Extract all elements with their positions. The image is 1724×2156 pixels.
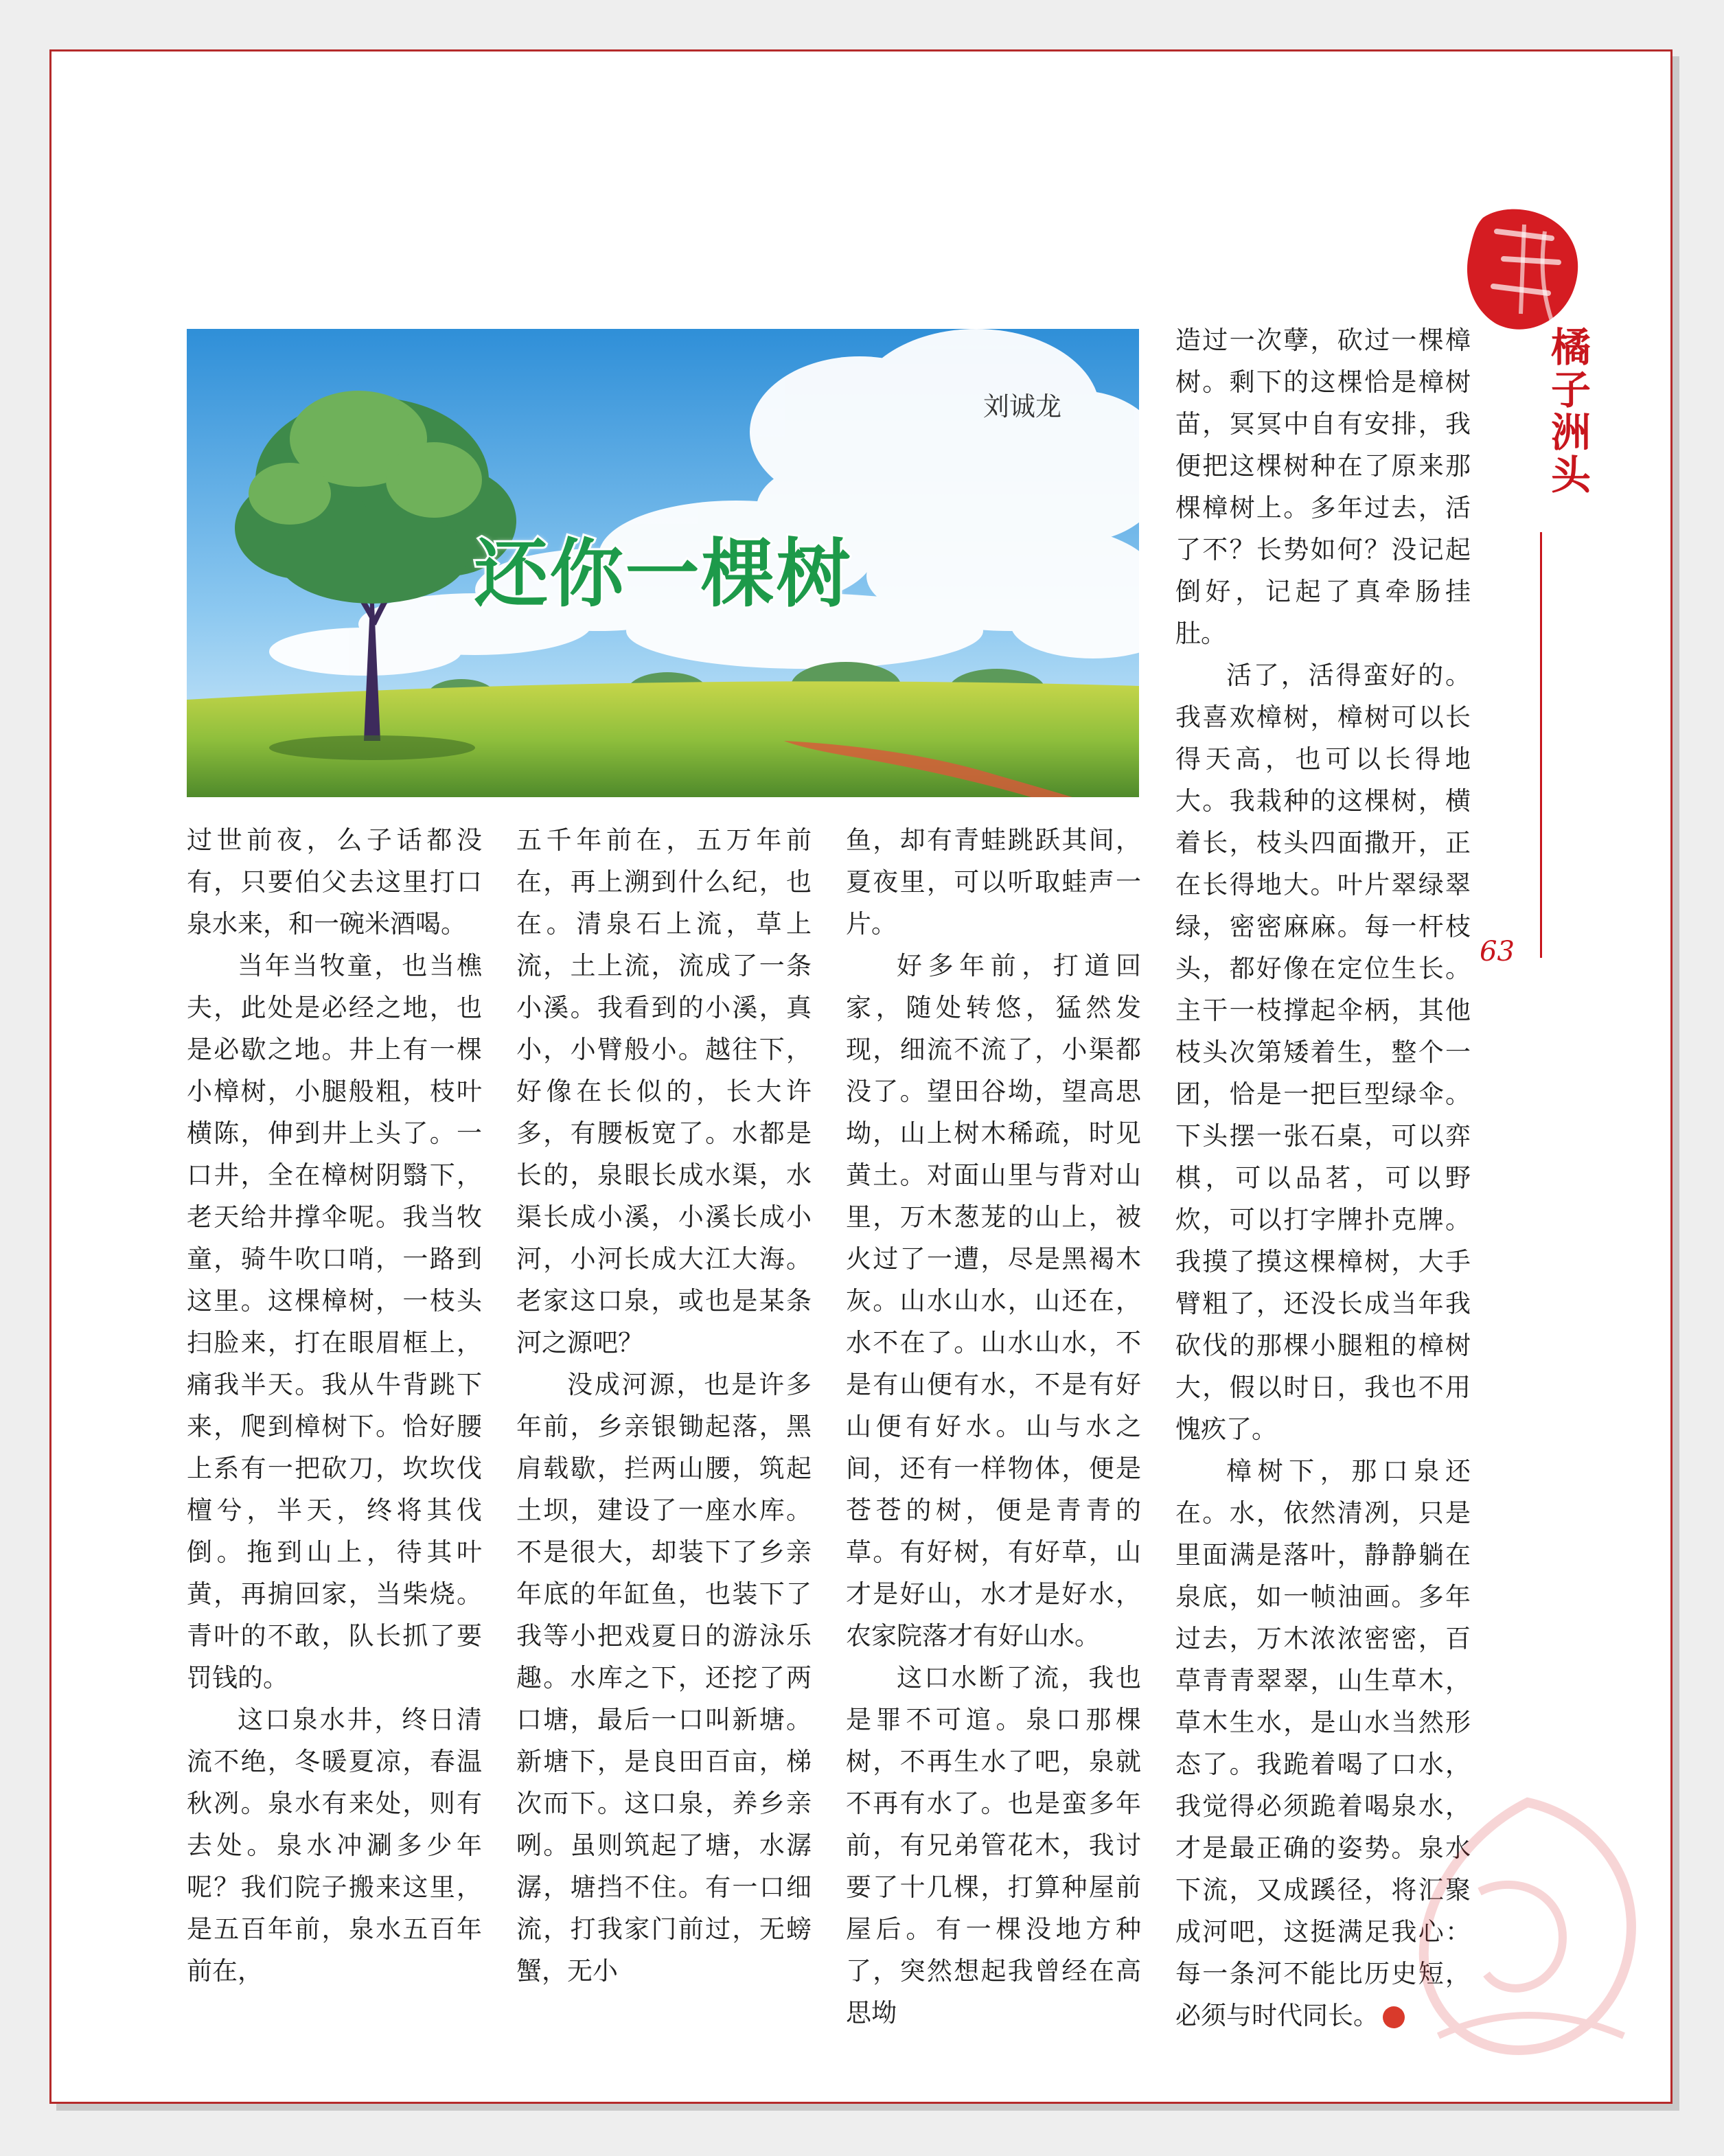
text-column-3: [846, 819, 1141, 2034]
magazine-logo: [1456, 204, 1593, 341]
text-column-4: [1175, 319, 1471, 2037]
paragraph: 这口水断了流，我也是罪不可逭。泉口那棵树，不再生水了吧，泉就不再有水了。也是蛮多年前，有兄弟管花木，我讨要了十几棵，打算种屋前屋后。有一棵没地方种了，突然想起我曾经在高思坳: [846, 1663, 1141, 2028]
paragraph: 活了，活得蛮好的。我喜欢樟树，樟树可以长得天高，也可以长得地大。我栽种的这棵树，横着长，枝头四面撒开，正在长得地大。叶片翠绿翠绿，密密麻麻。每一杆枝头，都好像在定位生长。主干一枝撑起伞柄，其他枝头次第矮着生，整个一团，恰是一把巨型绿伞。下头摆一张石桌，可以弈棋，可以品茗，可以野炊，可以打字牌扑克牌。我摸了摸这棵樟树，大手臂粗了，还没长成当年我砍伐的那棵小腿粗的樟树大，假以时日，我也不用愧疚了。: [1175, 661, 1471, 1444]
text-column-2: [516, 819, 812, 1992]
side-rule: [1540, 532, 1542, 958]
paragraph: 造过一次孽，砍过一棵樟树。剩下的这棵恰是樟树苗，冥冥中自有安排，我便把这棵树种在了原来那棵樟树上。多年过去，活了不？长势如何？没记起倒好，记起了真牵肠挂肚。: [1175, 325, 1471, 648]
magazine-page: [49, 49, 1673, 2104]
article-author: 刘诚龙: [983, 391, 1062, 422]
paragraph: 这口泉水井，终日清流不绝，冬暖夏凉，春温秋冽。泉水有来处，则有去处。泉水冲涮多少年呢？我们院子搬来这里，是五百年前，泉水五百年前在，: [187, 1705, 482, 1986]
paragraph: 好多年前，打道回家，随处转悠，猛然发现，细流不流了，小渠都没了。望田谷坳，望高思坳，山上树木稀疏，时见黄土。对面山里与背对山里，万木葱茏的山上，被火过了一遭，尽是黑褐木灰。山水山水，山还在，水不在了。山水山水，不是有山便有水，不是有好山便有好水。山与水之间，还有一样物体，便是苍苍的树，便是青青的草。有好树，有好草，山才是好山，水才是好水，农家院落才有好山水。: [846, 951, 1141, 1651]
end-mark-icon: 新: [1383, 2006, 1405, 2028]
page-number: 63: [1480, 936, 1515, 967]
decorative-watermark: [1397, 1789, 1658, 2077]
hero-illustration: [187, 329, 1139, 797]
column-title: 橘子洲头: [1544, 326, 1591, 496]
paragraph: 五千年前在，五万年前在，再上溯到什么纪，也在。清泉石上流，草上流，土上流，流成了一条小溪。我看到的小溪，真小，小臂般小。越往下，好像在长似的，长大许多，有腰板宽了。水都是长的，泉眼长成水渠，水渠长成小溪，小溪长成小河，小河长成大江大海。老家这口泉，或也是某条河之源吧？: [516, 825, 812, 1357]
paragraph: 当年当牧童，也当樵夫，此处是必经之地，也是必歇之地。井上有一棵小樟树，小腿般粗，枝叶横陈，伸到井上头了。一口井，全在樟树阴翳下，老天给井撑伞呢。我当牧童，骑牛吹口哨，一路到这里。这棵樟树，一枝头扫脸来，打在眼眉框上，痛我半天。我从牛背跳下来，爬到樟树下。恰好腰上系有一把砍刀，坎坎伐檀兮，半天，终将其伐倒。拖到山上，待其叶黄，再掮回家，当柴烧。青叶的不敢，队长抓了要罚钱的。: [187, 951, 482, 1693]
text-column-1: [187, 819, 482, 1992]
paragraph: 过世前夜，么子话都没有，只要伯父去这里打口泉水来，和一碗米酒喝。: [187, 825, 482, 939]
article-title: 还你一棵树: [474, 531, 852, 617]
paragraph: 没成河源，也是许多年前，乡亲银锄起落，黑肩载歇，拦两山腰，筑起土坝，建设了一座水库。不是很大，却装下了乡亲年底的年缸鱼，也装下了我等小把戏夏日的游泳乐趣。水库之下，还挖了两口塘，最后一口叫新塘。新塘下，是良田百亩，梯次而下。这口泉，养乡亲咧。虽则筑起了塘，水潺潺，塘挡不住。有一口细流，打我家门前过，无螃蟹，无小: [516, 1370, 812, 1986]
paragraph: 鱼，却有青蛙跳跃其间，夏夜里，可以听取蛙声一片。: [846, 825, 1141, 939]
paragraph-text: 樟树下，那口泉还在。水，依然清冽，只是里面满是落叶，静静躺在泉底，如一帧油画。多年过去，万木浓浓密密，百草青青翠翠，山生草木，草木生水，是山水当然形态了。我跪着喝了口水，我觉得必须跪着喝泉水，才是最正确的姿势。泉水下流，又成蹊径，将汇聚成河吧，这挺满足我心：每一条河不能比历史短，必须与时代同长。: [1175, 1456, 1471, 2030]
